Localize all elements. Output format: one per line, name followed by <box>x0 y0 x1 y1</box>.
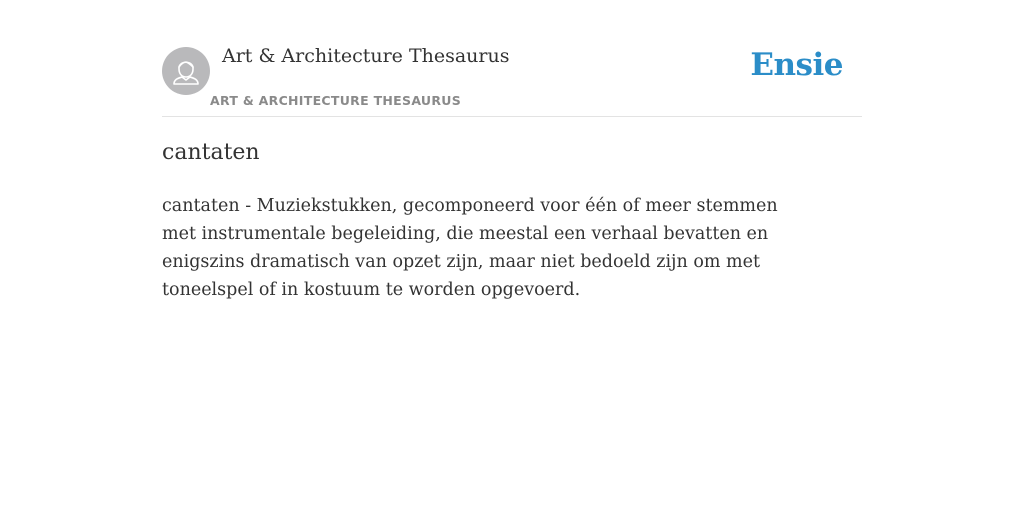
source-subtitle[interactable]: ART & ARCHITECTURE THESAURUS <box>210 93 462 108</box>
ensie-logo[interactable]: Ensie <box>750 47 843 83</box>
entry-definition: cantaten - Muziekstukken, gecomponeerd voor één of meer stemmen met instrumentale begeleiding, die meestal een verhaal bevatten en enigszins dramatisch van opzet zijn, maar niet bedoeld zijn om met toneelspel of in kostuum te worden opgevoerd. <box>162 196 778 300</box>
user-icon <box>162 47 210 95</box>
source-avatar[interactable] <box>162 47 210 95</box>
entry-title: cantaten <box>162 140 260 165</box>
page-container <box>162 0 862 300</box>
source-title[interactable]: Art & Architecture Thesaurus <box>222 45 510 67</box>
source-header <box>162 0 862 117</box>
